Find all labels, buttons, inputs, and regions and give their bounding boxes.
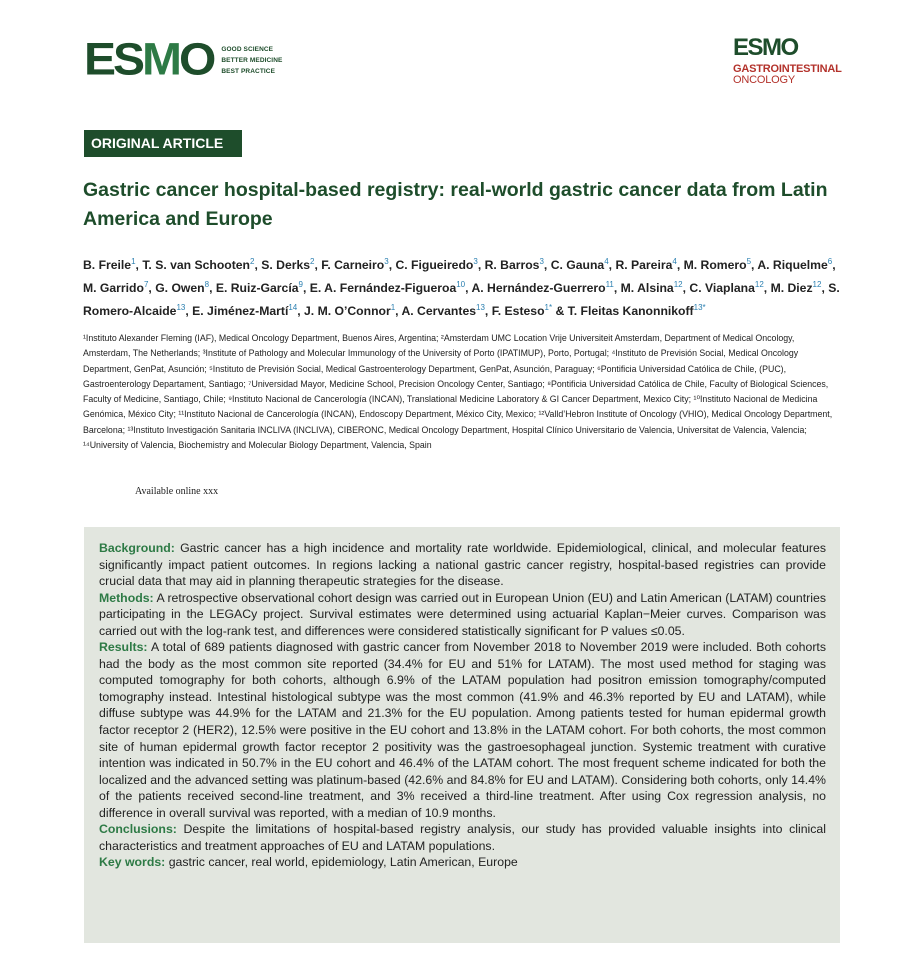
author-name: C. Figueiredo xyxy=(395,258,474,273)
author-name: F. Carneiro xyxy=(321,258,385,273)
author-name: T. Fleitas Kanonnikoff xyxy=(567,304,694,319)
author-affiliation-number: 2 xyxy=(310,257,315,266)
author-affiliation-number: 3 xyxy=(539,257,544,266)
author-name: J. M. O’Connor xyxy=(304,304,391,319)
author-name: M. Alsina xyxy=(620,281,674,296)
author-affiliation-number: 7 xyxy=(143,280,149,290)
conclusions-heading: Conclusions: xyxy=(99,822,177,837)
affiliations: ¹Instituto Alexander Fleming (IAF), Medical Oncology Department, Buenos Aires, Argentina; ²Amsterdam UMC Location Vrije Universiteit Amsterdam, Department of Medical Oncology, Amsterdam, The Netherlands; ³Institute of Pathology and Molecular Immunology of the University of Porto (IPATIMUP), Porto, Portugal; ⁴Instituto de Previsión Social, Medical Oncology Department, GenPat, Asunción; ⁵Instituto de Previsión Social, Medical Gastroenterology Department, GenPat, Asunción, Paraguay; ⁶Pontificia Universidad Católica de Chile, (PUC), Gastroenterology Departament, Santiago; ⁷Universidad Mayor, Medicine School, Precision Oncology Center, Santiago; ⁸Pontificia Universidad Católica de Chile, Faculty of Biological Sciences, Faculty of Medicine, Santiago, Chile; ⁹Instituto Nacional de Cancerología (INCAN), Translational Medicine Laboratory & GI Cancer Department, Mexico City; ¹⁰Instituto Nacional de Medicina Genómica, México City; ¹¹Instituto Nacional de Cancerología (INCAN), Endoscopy Department, México City, Mexico; ¹²Valld’Hebron Institute of Oncology (VHIO), Medical Oncology Department, Barcelona; ¹³Instituto Investigación Sanitaria INCLIVA (INCLIVA), CIBERONC, Medical Oncology Department, Hospital Clínico Universitario de Valencia, Universitat de Valencia, Valencia; ¹⁴University of Valencia, Biochemistry and Molecular Biology Department, Valencia, Spain xyxy=(83,333,833,451)
results-heading: Results: xyxy=(99,640,148,655)
author-affiliation-number: 4 xyxy=(604,257,609,266)
available-online: Available online xxx xyxy=(135,486,219,497)
author-name: S. Romero-Alcaide xyxy=(83,281,840,319)
author-affiliation-number: 10 xyxy=(456,280,466,290)
author-affiliation-number: 2 xyxy=(250,257,255,266)
author-name: M. Diez xyxy=(770,281,813,296)
author-affiliation-number: 12 xyxy=(812,280,822,290)
author-name: A. Hernández-Guerrero xyxy=(471,281,606,296)
author-affiliation-number: 12 xyxy=(754,280,764,290)
esmo-tagline: GOOD SCIENCE BETTER MEDICINE BEST PRACTICE xyxy=(221,45,283,75)
background-heading: Background: xyxy=(99,541,175,555)
author-name: S. Derks xyxy=(261,258,311,273)
esmo-gi-wordmark: ESMO xyxy=(733,34,798,61)
esmo-logo xyxy=(84,36,282,84)
author-name: A. Riquelme xyxy=(757,258,828,273)
author-name: E. A. Fernández-Figueroa xyxy=(309,281,457,296)
author-name: R. Pareira xyxy=(615,258,673,273)
author-name: M. Garrido xyxy=(83,281,144,296)
author-affiliation-number: 1 xyxy=(131,257,136,266)
author-affiliation-number: 1* xyxy=(544,303,553,313)
journal-name-line2: ONCOLOGY xyxy=(733,74,795,86)
author-name: E. Jiménez-Martí xyxy=(192,304,289,319)
author-name: G. Owen xyxy=(155,281,205,296)
author-name: M. Romero xyxy=(683,258,747,273)
author-name: A. Cervantes xyxy=(401,304,476,319)
abstract-conclusions: Conclusions: Despite the limitations of hospital-based registry analysis, our study has provided valuable insights into clinical characteristics and treatment approaches of EU and LATAM populations. xyxy=(99,822,826,853)
abstract-methods: Methods: A retrospective observational cohort design was carried out in European Union (EU) and Latin American (LATAM) countries participating in the LEGACy project. Survival estimates were determined using actuarial Kaplan−Meier curves. Comparison was carried out with the log-rank test, and differences were considered statistically significant for P values ≤0.05. xyxy=(99,590,826,638)
author-affiliation-number: 5 xyxy=(746,257,752,266)
author-affiliation-number: 9 xyxy=(298,280,303,290)
author-affiliation-number: 14 xyxy=(288,303,298,313)
author-affiliation-number: 12 xyxy=(673,280,683,290)
abstract-keywords: Key words: gastric cancer, real world, epidemiology, Latin American, Europe xyxy=(99,855,518,870)
esmo-logo-wordmark: ESMO xyxy=(84,34,214,85)
author-affiliation-number: 3 xyxy=(473,257,478,266)
author-name: R. Barros xyxy=(484,258,540,273)
author-name: T. S. van Schooten xyxy=(142,258,251,273)
author-affiliation-number: 6 xyxy=(827,257,833,266)
article-type-label: ORIGINAL ARTICLE xyxy=(84,130,242,157)
keywords-heading: Key words: xyxy=(99,855,166,870)
author-affiliation-number: 3 xyxy=(384,257,389,266)
abstract-background: Background: Gastric cancer has a high incidence and mortality rate worldwide. Epidemiological, clinical, and molecular features significantly impact patient outcomes. In regions lacking a national gastric cancer registry, hospital-based registries can provide crucial data that may aid in planning therapeutic strategies for the disease. xyxy=(99,541,826,589)
author-affiliation-number: 8 xyxy=(204,280,210,290)
author-name: C. Viaplana xyxy=(689,281,755,296)
methods-heading: Methods: xyxy=(99,590,154,605)
author-affiliation-number: 13 xyxy=(476,303,485,313)
author-name: F. Esteso xyxy=(491,304,545,319)
author-affiliation-number: 13* xyxy=(693,303,706,313)
article-title: Gastric cancer hospital-based registry: real-world gastric cancer data from Latin America and Europe xyxy=(83,179,828,230)
author-affiliation-number: 13 xyxy=(176,303,186,313)
abstract-box xyxy=(84,527,840,943)
esmo-gi-oncology-logo xyxy=(733,36,842,86)
author-list: B. Freile$^1$, T. S. van Schooten$^2$, S. Derks$^2$, F. Carneiro$^3$, C. Figueiredo$^3$, R. Barros$^3$, C. Gauna$^4$, R. Pareira$^4$, M. Romero$^5$, A. Riquelme$^6$, M. Garrido$^7$, G. Owen$^8$, E. Ruiz-García$^9$, E. A. Fernández-Figueroa$^{10}$, A. Hernández-Guerrero$^{11}$, M. Alsina$^{12}$, C. Viaplana$^{12}$, M. Diez$^{12}$, S. Romero-Alcaide$^{13}$, E. Jiménez-Martí$^{14}$, J. M. O’Connor$^1$, A. Cervantes$^{13}$, F. Esteso$^{1*}$ & T. Fleitas Kanonnikoff$^{13*}$ xyxy=(83,257,840,319)
author-affiliation-number: 1 xyxy=(390,303,396,313)
author-affiliation-number: 4 xyxy=(672,257,677,266)
author-name: E. Ruiz-García xyxy=(215,281,299,296)
journal-name-line1: GASTROINTESTINAL xyxy=(733,63,842,75)
author-name: B. Freile xyxy=(83,258,132,273)
author-name: C. Gauna xyxy=(550,258,605,273)
abstract-results: Results: A total of 689 patients diagnosed with gastric cancer from November 2018 to November 2019 were included. Both cohorts had the body as the most common site reported (34.4% for EU and 51% for LATAM). The most used method for staging was computed tomography for both cohorts, although 6.9% of the LATAM population had positron emission tomography/computed tomography instead. Intestinal histological subtype was the most common (41.9% and 46.3% reported by EU and LATAM), while diffuse subtype was 44.9% for the LATAM and 21.3% for the EU population. Among patients tested for human epidermal growth factor receptor 2 (HER2), 12.5% were positive in the EU cohort and 13.8% in the LATAM cohort. For both cohorts, the most common site of human epidermal growth factor receptor 2 positivity was the gastroesophageal junction. Systemic treatment with curative intention was indicated in 50.7% in the EU cohort and 46.4% of the LATAM cohort. The most frequent scheme indicated for both the localized and the advanced setting was platinum-based (42.6% and 84.8% for EU and LATAM). Considering both cohorts, only 14.4% of the patients received second-line treatment, and 3% received a third-line treatment. After using Cox regression analysis, no difference in overall survival was reported, with a median of 10.9 months. xyxy=(99,640,826,820)
author-affiliation-number: 11 xyxy=(605,280,614,290)
